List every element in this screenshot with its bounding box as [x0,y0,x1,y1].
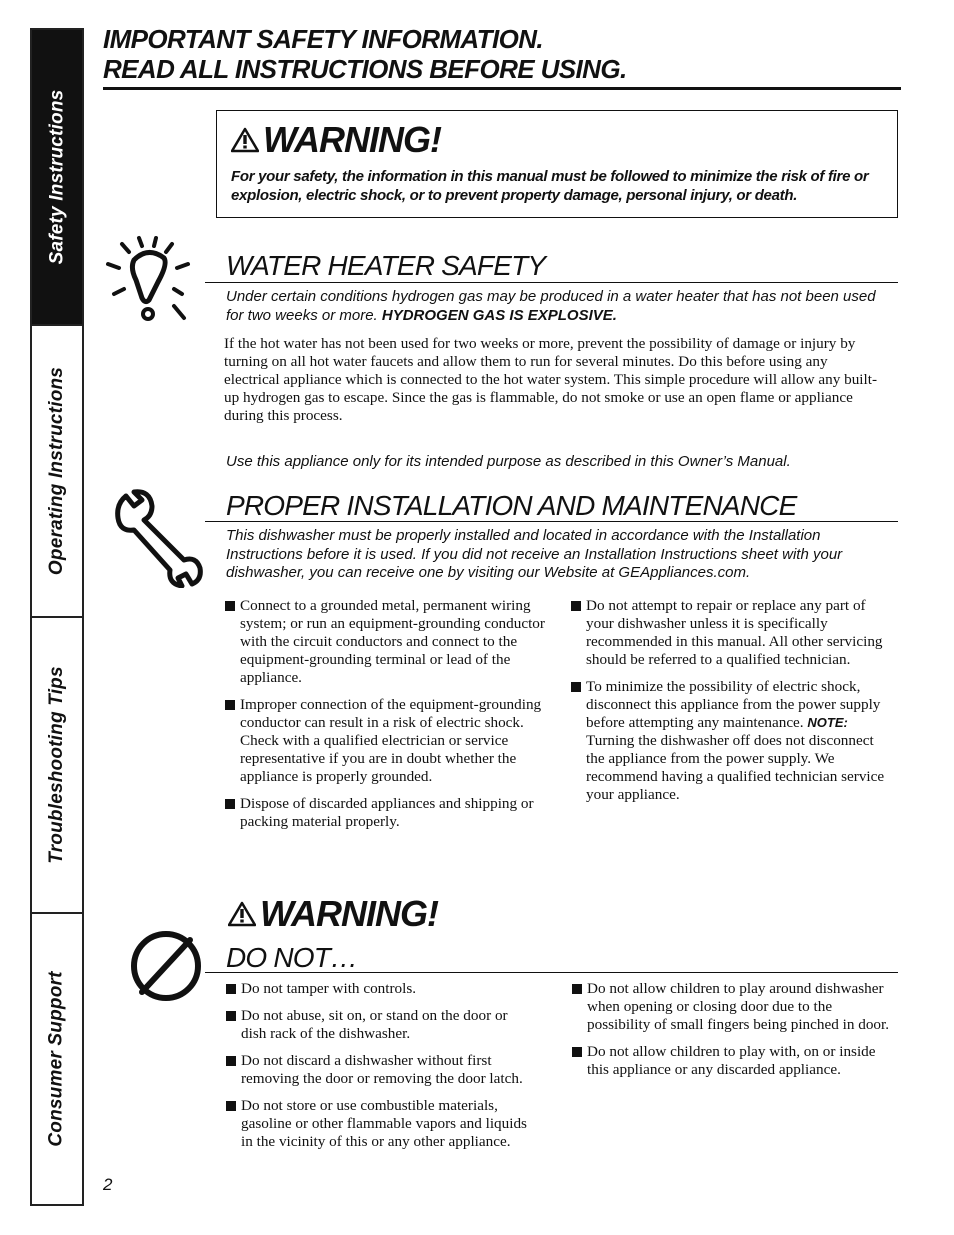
list-item: Do not allow children to play around dishwasher when opening or closing door due to the possibility of small fingers being pinched in door. [572,980,892,1034]
tab-troubleshooting-tips[interactable] [32,618,82,914]
list-item: Do not allow children to play with, on or inside this appliance or any discarded appliance. [572,1043,892,1079]
warning-title: WARNING! [263,119,441,160]
water-heater-intro: Under certain conditions hydrogen gas may be produced in a water heater that has not been used for two weeks or more. HYDROGEN GAS IS EXPLOSIVE. [226,288,876,324]
list-item: Do not tamper with controls. [226,980,536,998]
list-item: Do not store or use combustible materials, gasoline or other flammable vapors and liquids in the vicinity of this or any other appliance. [226,1097,536,1151]
tab-label: Consumer Support [46,971,68,1147]
tab-label: Operating Instructions [46,366,68,576]
divider [205,521,898,522]
list-item: Connect to a grounded metal, permanent wiring system; or run an equipment-grounding conductor with the circuit conductors and connect to the equipment-grounding terminal or lead of the appliance. [225,597,553,687]
tab-label: Safety Instructions [46,89,67,265]
header-line-1: IMPORTANT SAFETY INFORMATION. [103,24,543,54]
intended-use-note: Use this appliance only for its intended purpose as described in this Owner’s Manual. [226,453,791,470]
page-header [103,24,901,90]
list-item: Do not attempt to repair or replace any part of your dishwasher unless it is specifically recommended in this manual. All other servicing should be referred to a qualified technician. [571,597,893,669]
list-item: Do not discard a dishwasher without first removing the door or removing the door latch. [226,1052,536,1088]
divider [205,282,898,283]
installation-intro: This dishwasher must be properly installed and located in accordance with the Installation Instructions before it is used. If you did not receive an Installation Instructions sheet with your dishwasher, you can receive one by visiting our Website at GEAppliances.com. [226,527,843,581]
tab-label: Troubleshooting Tips [46,666,67,864]
warning-heading [228,893,438,935]
installation-left-column [225,597,553,840]
warning-text: For your safety, the information in this manual must be followed to minimize the risk of fire or explosion, electric shock, or to prevent property damage, personal injury, or death. [231,168,869,204]
warning-triangle-icon [231,127,259,153]
water-heater-title: WATER HEATER SAFETY [226,250,546,281]
list-item: Do not abuse, sit on, or stand on the door or dish rack of the dishwasher. [226,1007,536,1043]
note-text: Turning the dishwasher off does not disconnect the appliance from the power supply. We recommend having a qualified technician service your appliance. [586,732,885,803]
tab-safety-instructions[interactable] [32,30,82,326]
prohibited-icon [126,926,206,1006]
exclamation-icon [102,234,194,326]
installation-title: PROPER INSTALLATION AND MAINTENANCE [226,490,797,521]
warning-box [216,110,898,218]
do-not-right-column [572,980,892,1088]
page-number: 2 [103,1175,113,1194]
wrench-icon [112,488,208,588]
list-item: To minimize the possibility of electric shock, disconnect this appliance from the power supply before attempting any maintenance. NOTE: Turning the dishwasher off does not disconnect the appliance from the power supply. We recommend having a qualified technician service your appliance. [571,678,893,804]
tab-operating-instructions[interactable] [32,326,82,618]
do-not-left-column [226,980,536,1160]
warning-title: WARNING! [260,893,438,934]
side-tabs [30,28,84,1206]
note-label: NOTE: [807,715,848,730]
divider [205,972,898,973]
list-item: Dispose of discarded appliances and shipping or packing material properly. [225,795,553,831]
installation-right-column [571,597,893,813]
water-heater-body: If the hot water has not been used for two weeks or more, prevent the possibility of damage or injury by turning on all hot water faucets and allow them to run for several minutes. Do this before using any electrical appliance which is connected to the hot water system. This simple procedure will allow any built-up hydrogen gas to escape. Since the gas is flammable, do not smoke or use an open flame or appliance during this process. [224,335,878,424]
warning-triangle-icon [228,901,256,927]
tab-consumer-support[interactable] [32,914,82,1204]
header-line-2: READ ALL INSTRUCTIONS BEFORE USING. [103,54,627,84]
do-not-title: DO NOT… [226,942,358,973]
list-item: Improper connection of the equipment-grounding conductor can result in a risk of electric shock. Check with a qualified electrician or service representative if you are in doubt whether the appliance is properly grounded. [225,696,553,786]
hydrogen-warning: HYDROGEN GAS IS EXPLOSIVE. [381,306,617,324]
